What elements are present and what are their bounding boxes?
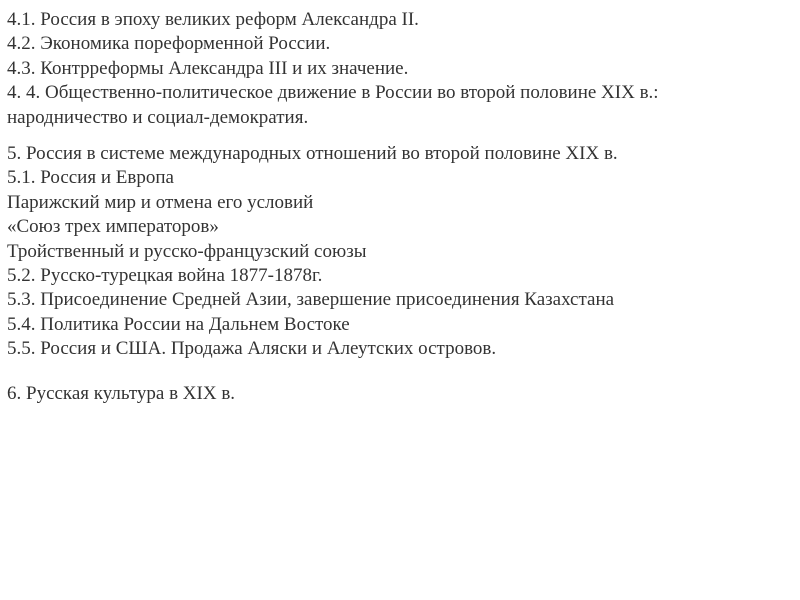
slide-text-content bbox=[7, 8, 777, 406]
item-5-3: 5.3. Присоединение Средней Азии, завершение присоединения Казахстана bbox=[7, 289, 615, 311]
item-4-2: 4.2. Экономика пореформенной России. bbox=[7, 33, 331, 55]
item-5-1-c: Тройственный и русско-французский союзы bbox=[7, 240, 367, 262]
item-5-1-b: «Союз трех императоров» bbox=[7, 216, 219, 238]
item-5-1-a: Парижский мир и отмена его условий bbox=[7, 191, 314, 213]
section-divider-space bbox=[7, 130, 777, 142]
section-4-list bbox=[7, 8, 777, 130]
section-6 bbox=[7, 382, 777, 406]
section-5-title: 5. Россия в системе международных отношений во второй половине XIX в. bbox=[7, 143, 618, 165]
item-5-1: 5.1. Россия и Европа bbox=[7, 167, 174, 189]
item-5-5: 5.5. Россия и США. Продажа Аляски и Алеутских островов. bbox=[7, 338, 497, 360]
section-5-list bbox=[7, 142, 777, 362]
section-divider-space-2 bbox=[7, 362, 777, 382]
item-5-4: 5.4. Политика России на Дальнем Востоке bbox=[7, 313, 350, 335]
item-4-4: 4. 4. Общественно-политическое движение в России во второй половине XIX в.: народничество и социал-демократия. bbox=[7, 82, 659, 128]
item-4-1: 4.1. Россия в эпоху великих реформ Александра II. bbox=[7, 9, 419, 30]
section-6-title: 6. Русская культура в XIX в. bbox=[7, 382, 236, 404]
item-4-3: 4.3. Контрреформы Александра III и их значение. bbox=[7, 57, 409, 79]
item-5-2: 5.2. Русско-турецкая война 1877-1878г. bbox=[7, 265, 323, 287]
